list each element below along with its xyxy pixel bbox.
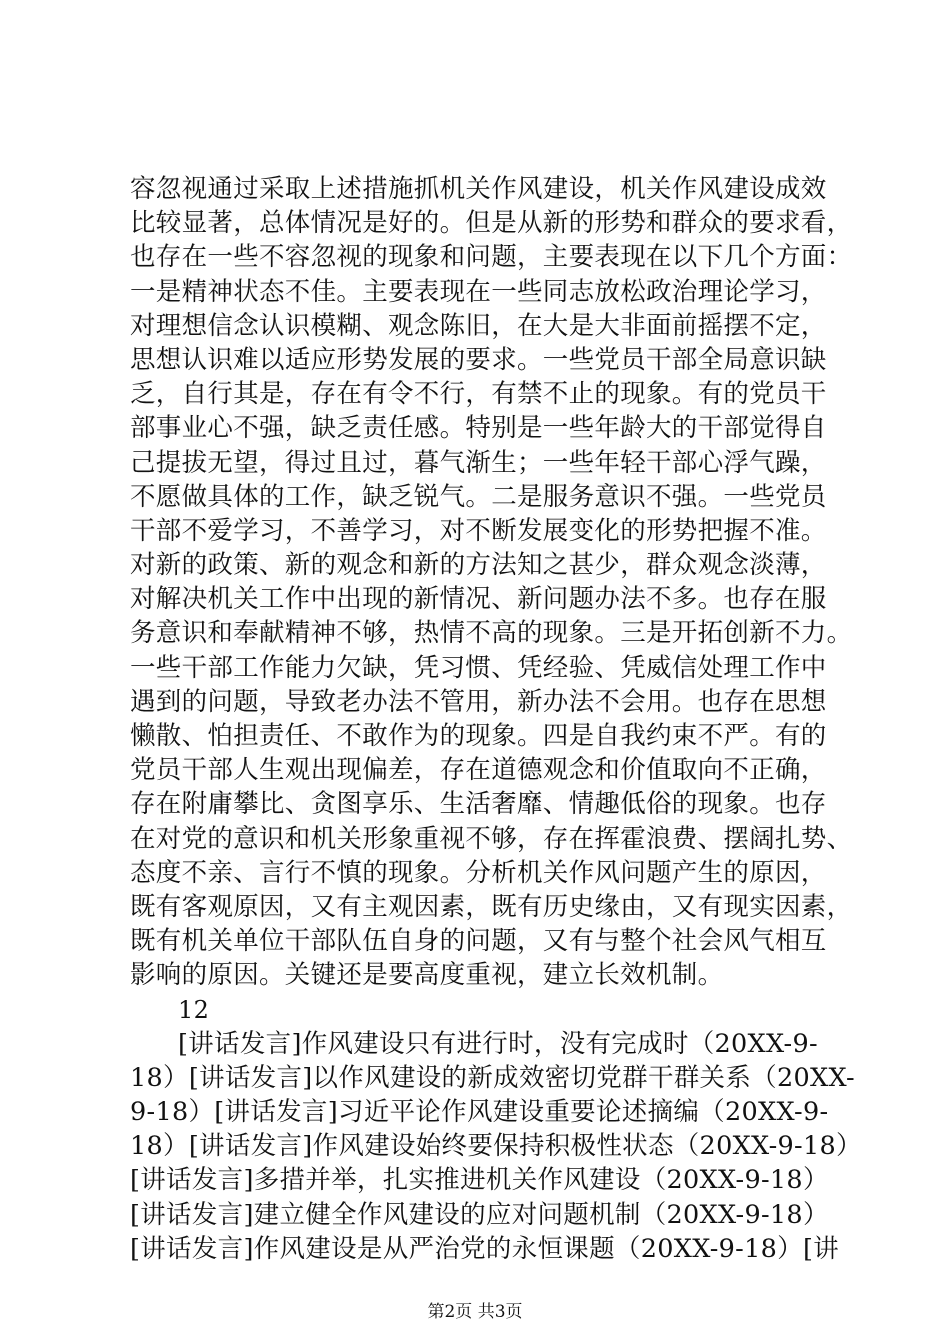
body-line: 既有客观原因，又有主观因素，既有历史缘由，又有现实因素， bbox=[130, 891, 853, 922]
body-line: 也存在一些不容忽视的现象和问题，主要表现在以下几个方面： bbox=[130, 242, 853, 273]
body-line: 对新的政策、新的观念和新的方法知之甚少，群众观念淡薄， bbox=[130, 550, 827, 581]
body-line: 党员干部人生观出现偏差，存在道德观念和价值取向不正确， bbox=[130, 755, 827, 786]
body-line: 懒散、怕担责任、不敢作为的现象。四是自我约束不严。有的 bbox=[130, 721, 827, 751]
body-line: 态度不亲、言行不慎的现象。分析机关作风问题产生的原因， bbox=[130, 857, 827, 888]
related-line: 18）[讲话发言]作风建设始终要保持积极性状态（20XX-9-18） bbox=[130, 1131, 862, 1162]
body-line: 部事业心不强，缺乏责任感。特别是一些年龄大的干部觉得自 bbox=[130, 413, 827, 444]
body-line: 既有机关单位干部队伍自身的问题，又有与整个社会风气相互 bbox=[130, 926, 827, 957]
related-line: [讲话发言]作风建设只有进行时，没有完成时（20XX-9- bbox=[178, 1028, 818, 1059]
page-footer: 第2页 共3页 bbox=[427, 1302, 523, 1322]
body-line: 对理想信念认识模糊、观念陈旧，在大是大非面前摇摆不定， bbox=[130, 310, 827, 341]
body-line: 存在附庸攀比、贪图享乐、生活奢靡、情趣低俗的现象。也存 bbox=[130, 789, 827, 820]
body-line: 遇到的问题，导致老办法不管用，新办法不会用。也存在思想 bbox=[130, 686, 827, 717]
body-line: 在对党的意识和机关形象重视不够，存在挥霍浪费、摆阔扎势、 bbox=[130, 823, 853, 854]
related-line: [讲话发言]建立健全作风建设的应对问题机制（20XX-9-18） bbox=[130, 1199, 829, 1230]
body-line: 思想认识难以适应形势发展的要求。一些党员干部全局意识缺 bbox=[130, 344, 827, 375]
document-body bbox=[130, 172, 862, 1266]
body-line: 影响的原因。关键还是要高度重视，建立长效机制。 bbox=[130, 960, 724, 991]
related-line: 18）[讲话发言]以作风建设的新成效密切党群干群关系（20XX- bbox=[130, 1062, 855, 1093]
body-line: 容忽视通过采取上述措施抓机关作风建设，机关作风建设成效 bbox=[130, 174, 827, 204]
body-line: 乏，自行其是，存在有令不行，有禁不止的现象。有的党员干 bbox=[130, 379, 827, 410]
related-line: 9-18）[讲话发言]习近平论作风建设重要论述摘编（20XX-9- bbox=[130, 1097, 829, 1128]
body-line: 不愿做具体的工作，缺乏锐气。二是服务意识不强。一些党员 bbox=[130, 481, 827, 512]
body-line: 务意识和奉献精神不够，热情不高的现象。三是开拓创新不力。 bbox=[130, 618, 853, 649]
page-marker: 12 bbox=[178, 995, 210, 1024]
body-line: 干部不爱学习，不善学习，对不断发展变化的形势把握不准。 bbox=[130, 515, 827, 546]
body-line: 一是精神状态不佳。主要表现在一些同志放松政治理论学习， bbox=[130, 276, 827, 307]
related-line: [讲话发言]作风建设是从严治党的永恒课题（20XX-9-18）[讲 bbox=[130, 1233, 839, 1264]
body-line: 比较显著，总体情况是好的。但是从新的形势和群众的要求看， bbox=[130, 208, 853, 239]
related-line: [讲话发言]多措并举，扎实推进机关作风建设（20XX-9-18） bbox=[130, 1165, 829, 1196]
body-line: 对解决机关工作中出现的新情况、新问题办法不多。也存在服 bbox=[130, 584, 827, 615]
body-line: 己提拔无望，得过且过，暮气渐生；一些年轻干部心浮气躁， bbox=[130, 447, 827, 478]
body-line: 一些干部工作能力欠缺，凭习惯、凭经验、凭威信处理工作中 bbox=[130, 652, 827, 683]
